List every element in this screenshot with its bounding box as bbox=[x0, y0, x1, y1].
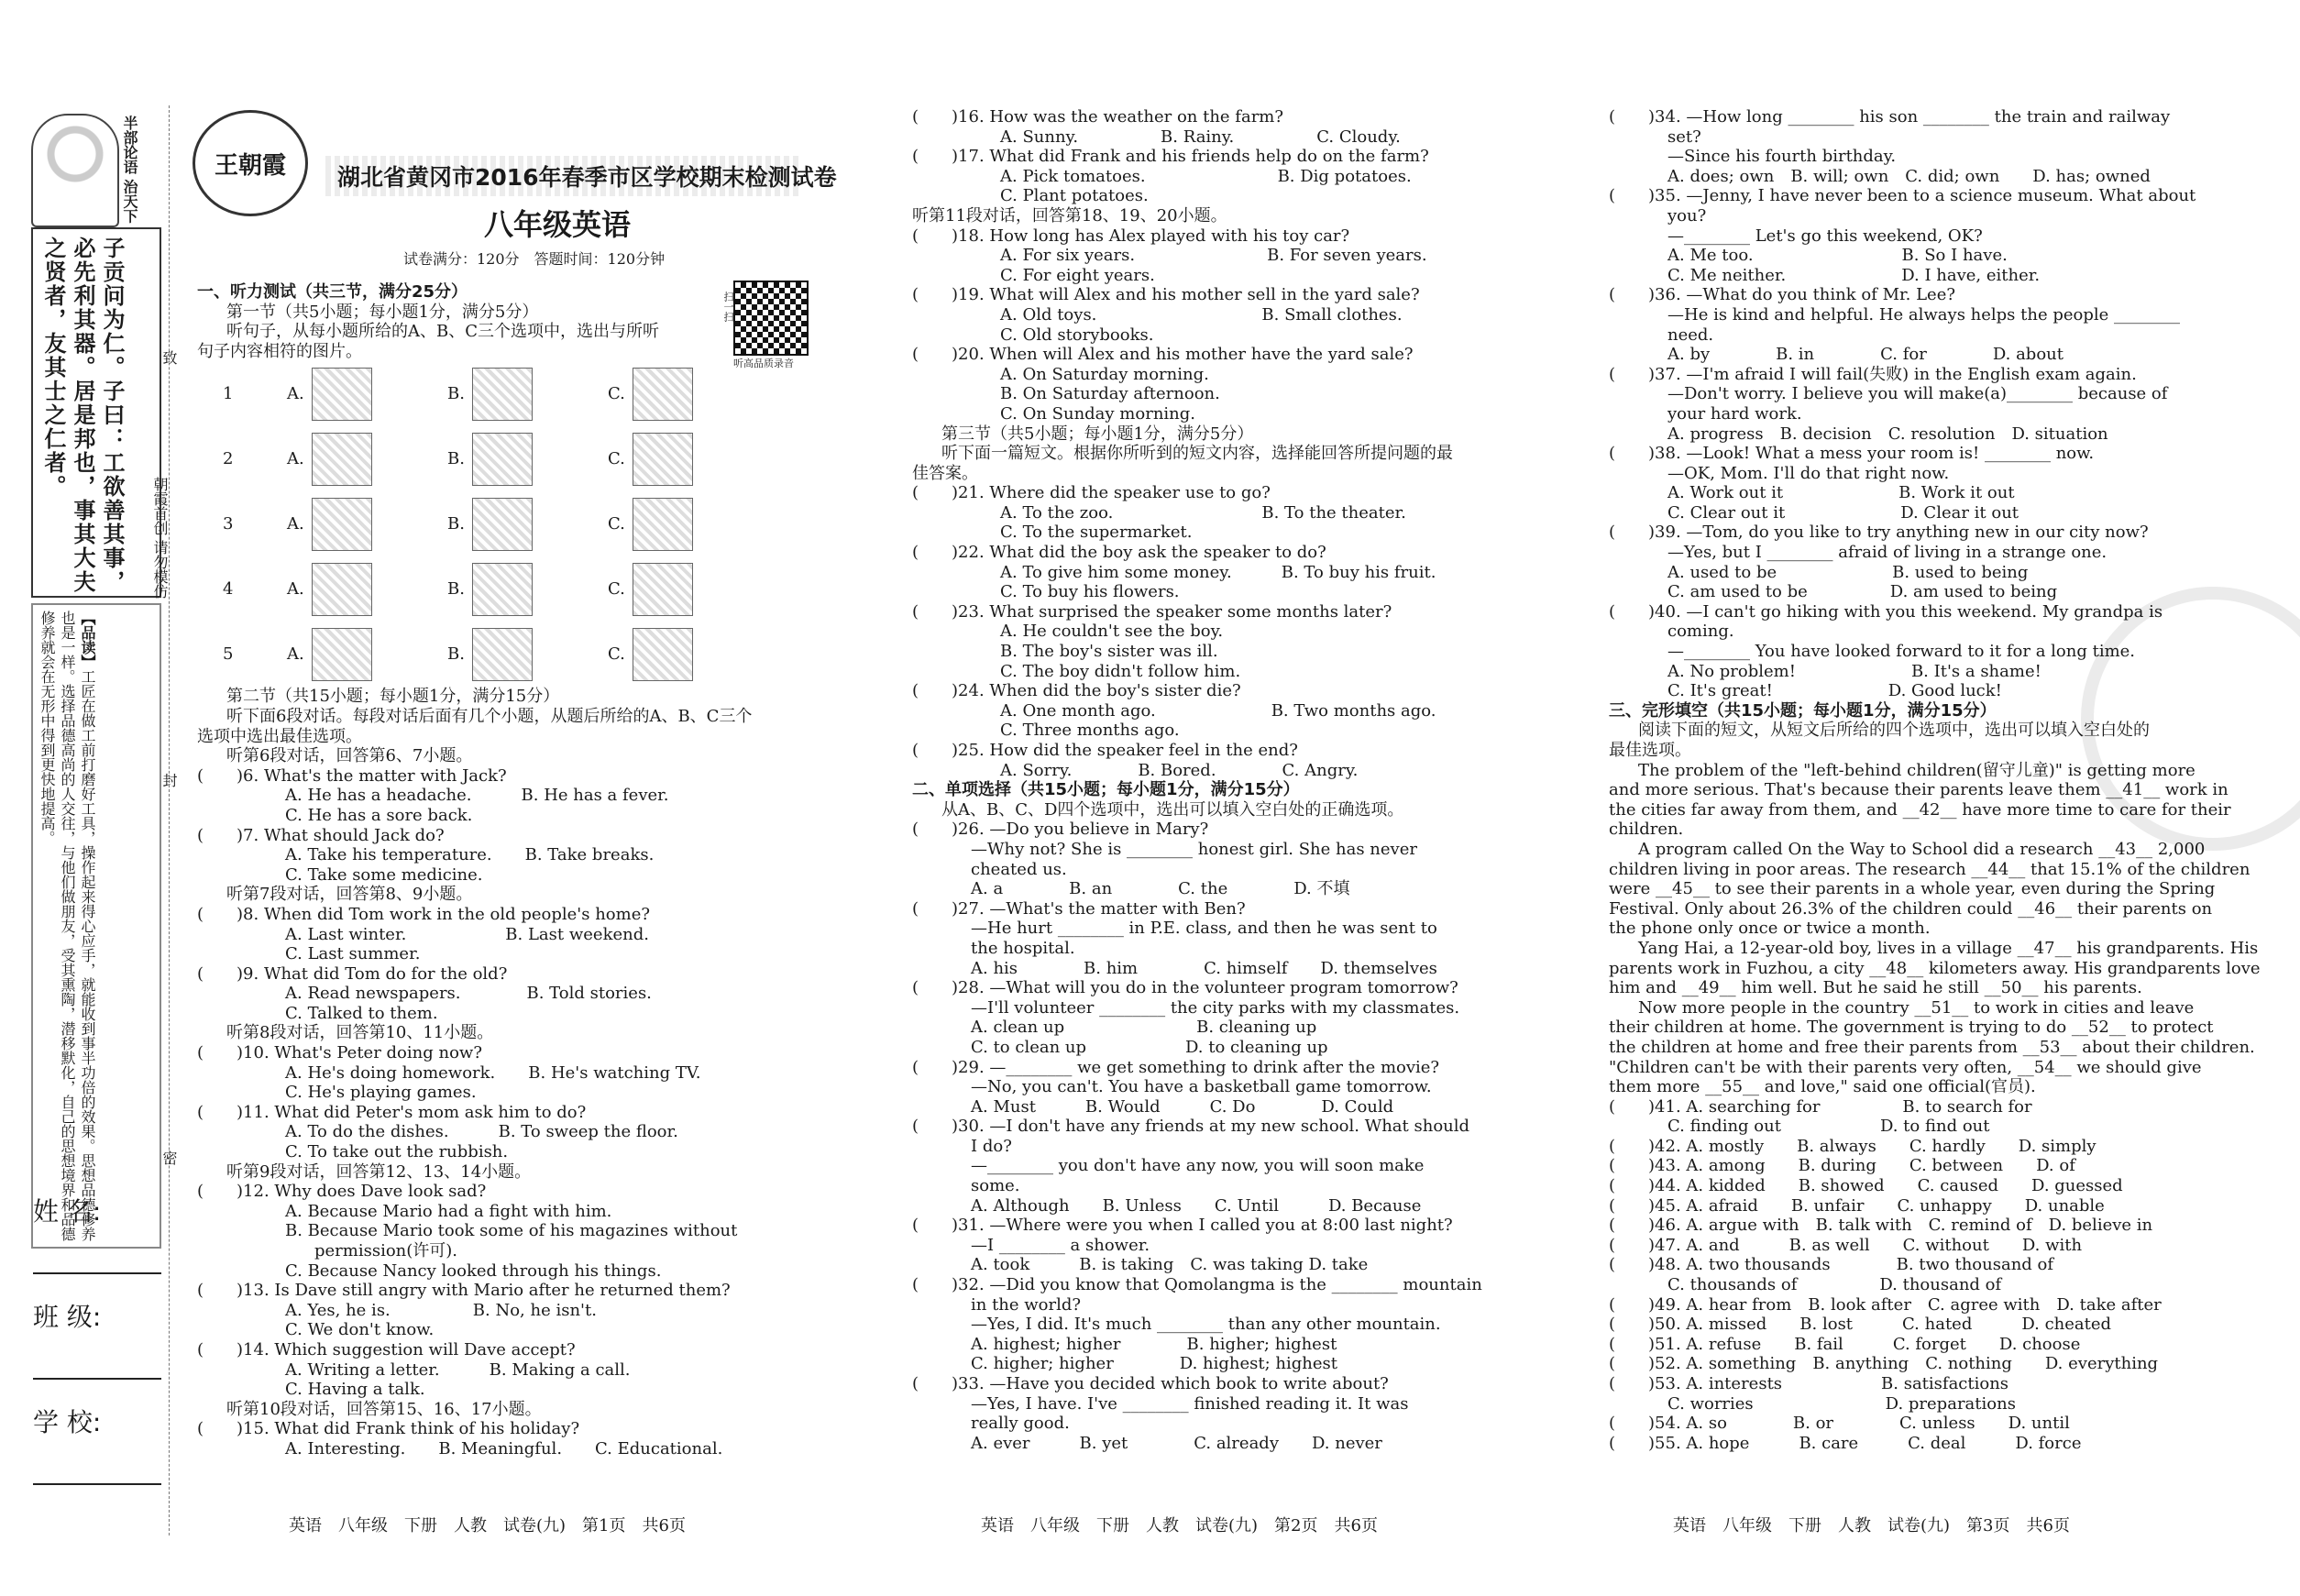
text-line: —Don't worry. I believe you will make(a)________ because of bbox=[1667, 384, 2168, 404]
text-line: B. On Saturday afternoon. bbox=[1000, 384, 1220, 404]
page3-footer: 英语 八年级 下册 人教 试卷(九) 第3页 共6页 bbox=[1673, 1516, 2070, 1535]
option-letter: C. bbox=[608, 449, 625, 469]
text-line: C. Old storybooks. bbox=[1000, 325, 1154, 345]
text-line: C. Me neither. D. I have, either. bbox=[1667, 265, 2041, 285]
option-letter: B. bbox=[447, 579, 465, 600]
option-picture bbox=[472, 368, 533, 421]
text-line: really good. bbox=[971, 1414, 1070, 1434]
text-line: 听下面6段对话。每段对话后面有几个小题，从题后所给的A、B、C三个 bbox=[226, 706, 753, 726]
text-line: ( )24. When did the boy's sister die? bbox=[912, 681, 1241, 701]
text-line: 第一节（共5小题；每小题1分，满分5分） bbox=[226, 302, 539, 322]
text-line: ( )52. A. something B. anything C. nothing D. everything bbox=[1609, 1354, 2159, 1374]
text-line: A. On Saturday morning. bbox=[1000, 364, 1209, 384]
text-line: 第二节（共15小题；每小题1分，满分15分） bbox=[226, 687, 560, 707]
text-line: C. to clean up D. to cleaning up bbox=[971, 1037, 1328, 1057]
text-line: C. Because Nancy looked through his things. bbox=[285, 1260, 662, 1281]
text-line: A. No problem! B. It's a shame! bbox=[1667, 661, 2041, 681]
text-line: C. Clear out it D. Clear it out bbox=[1667, 502, 2019, 523]
text-line: ( )18. How long has Alex played with his toy car? bbox=[912, 226, 1350, 246]
text-line: B. Because Mario took some of his magazines without bbox=[285, 1221, 738, 1241]
text-line: 听第6段对话，回答第6、7小题。 bbox=[226, 746, 473, 766]
text-line: ( )29. —________ we get something to drink after the movie? bbox=[912, 1057, 1440, 1077]
text-line: ( )50. A. missed B. lost C. hated D. cheated bbox=[1609, 1315, 2112, 1335]
picture-option[interactable] bbox=[608, 628, 768, 681]
quote-text: 子贡问为仁。子曰：工欲善其事，必先利其器。居是邦也，事其大夫之贤者，友其士之仁者。 bbox=[40, 237, 126, 594]
picture-question-number: 5 bbox=[223, 644, 234, 665]
text-line: 听第11段对话，回答第18、19、20小题。 bbox=[912, 205, 1227, 226]
text-line: coming. bbox=[1667, 622, 1734, 642]
text-line: ( )47. A. and B. as well C. without D. with bbox=[1609, 1235, 2083, 1255]
option-letter: A. bbox=[287, 644, 304, 665]
text-line: ( )6. What's the matter with Jack? bbox=[197, 765, 507, 786]
page2-column bbox=[912, 107, 1499, 1453]
text-line: ( )41. A. searching for B. to search for bbox=[1609, 1096, 2032, 1117]
text-line: A. ever B. yet C. already D. never bbox=[971, 1433, 1382, 1453]
text-line: —________ You have looked forward to it for a long time. bbox=[1667, 642, 2136, 662]
class-label: 班 级: bbox=[33, 1302, 102, 1332]
text-line: A. took B. is taking C. was taking D. take bbox=[971, 1255, 1369, 1275]
text-line: A. For six years. B. For seven years. bbox=[1000, 246, 1427, 266]
option-picture bbox=[312, 628, 372, 681]
option-letter: B. bbox=[447, 384, 465, 404]
text-line: B. The boy's sister was ill. bbox=[1000, 642, 1218, 662]
picture-option[interactable] bbox=[287, 433, 447, 486]
option-picture bbox=[633, 433, 693, 486]
picture-question-number: 2 bbox=[223, 449, 234, 469]
text-line: A program called On the Way to School did a research __43__ 2,000 bbox=[1638, 839, 2206, 859]
text-line: children living in poor areas. The research __44__ that 15.1% of the children bbox=[1609, 859, 2250, 879]
text-line: —Since his fourth birthday. bbox=[1667, 147, 1897, 167]
picture-option[interactable] bbox=[447, 563, 608, 616]
text-line: —________ you don't have any now, you will soon make bbox=[971, 1156, 1425, 1176]
text-line: A. Sunny. B. Rainy. C. Cloudy. bbox=[1000, 127, 1401, 147]
text-line: ( )9. What did Tom do for the old? bbox=[197, 963, 508, 984]
option-picture bbox=[633, 498, 693, 551]
logo bbox=[193, 110, 308, 216]
text-line: 佳答案。 bbox=[912, 463, 978, 483]
text-line: Yang Hai, a 12-year-old boy, lives in a village __47__ his grandparents. His bbox=[1638, 938, 2259, 958]
option-picture bbox=[472, 563, 533, 616]
text-line: A. To give him some money. B. To buy his fruit. bbox=[1000, 562, 1436, 582]
option-letter: B. bbox=[447, 514, 465, 534]
text-line: ( )30. —I don't have any friends at my new school. What should bbox=[912, 1117, 1470, 1137]
option-letter: A. bbox=[287, 384, 304, 404]
text-line: A. clean up B. cleaning up bbox=[971, 1018, 1317, 1038]
text-line: 听第10段对话，回答第15、16、17小题。 bbox=[226, 1399, 542, 1419]
option-letter: C. bbox=[608, 579, 625, 600]
picture-option[interactable] bbox=[608, 368, 768, 421]
option-letter: A. bbox=[287, 449, 304, 469]
text-line: 最佳选项。 bbox=[1609, 741, 1691, 760]
text-line: 听句子，从每小题所给的A、B、C三个选项中，选出与所听 bbox=[226, 322, 659, 342]
text-line: ( )39. —Tom, do you like to try anything new in our city now? bbox=[1609, 523, 2149, 543]
text-line: C. higher; higher D. highest; highest bbox=[971, 1354, 1337, 1374]
pindu-box bbox=[31, 603, 161, 1249]
pindu-label: 【品读】 bbox=[79, 611, 96, 669]
picture-row bbox=[223, 622, 820, 687]
text-line: A. by B. in C. for D. about bbox=[1667, 345, 2063, 365]
page1-footer: 英语 八年级 下册 人教 试卷(九) 第1页 共6页 bbox=[289, 1516, 686, 1535]
text-line: A. Writing a letter. B. Making a call. bbox=[285, 1359, 631, 1380]
text-line: ( )53. A. interests B. satisfactions bbox=[1609, 1374, 2009, 1393]
picture-row bbox=[223, 426, 820, 491]
text-line: A. Old toys. B. Small clothes. bbox=[1000, 304, 1403, 325]
class-field[interactable] bbox=[33, 1370, 161, 1380]
text-line: C. On Sunday morning. bbox=[1000, 403, 1196, 424]
text-line: ( )55. A. hope B. care C. deal D. force bbox=[1609, 1433, 2082, 1453]
text-line: C. Three months ago. bbox=[1000, 721, 1180, 741]
text-line: him and __49__ him well. But he said he still __50__ his parents. bbox=[1609, 978, 2142, 998]
text-line: —He is kind and helpful. He always helps the people ________ bbox=[1667, 304, 2181, 325]
option-letter: B. bbox=[447, 449, 465, 469]
text-line: C. Plant potatoes. bbox=[1000, 186, 1149, 206]
text-line: the phone only once or twice a month. bbox=[1609, 919, 1931, 939]
text-line: "Children can't be with their parents very often, __54__ we should give bbox=[1609, 1057, 2202, 1077]
text-line: ( )34. —How long ________ his son ________ the train and railway bbox=[1609, 107, 2171, 127]
picture-row bbox=[223, 491, 820, 556]
text-line: ( )8. When did Tom work in the old people's home? bbox=[197, 904, 650, 924]
motto-small: 半部论语 治天下 bbox=[121, 116, 138, 224]
text-line: ( )23. What surprised the speaker some months later? bbox=[912, 601, 1392, 622]
text-line: ( )21. Where did the speaker use to go? bbox=[912, 483, 1271, 503]
text-line: ( )22. What did the boy ask the speaker to do? bbox=[912, 543, 1326, 563]
binding-line bbox=[169, 105, 170, 1535]
text-line: Now more people in the country __51__ to work in cities and leave bbox=[1638, 997, 2195, 1018]
picture-option[interactable] bbox=[447, 368, 608, 421]
text-line: C. To buy his flowers. bbox=[1000, 582, 1180, 602]
text-line: 听第7段对话，回答第8、9小题。 bbox=[226, 885, 473, 905]
text-line: —________ Let's go this weekend, OK? bbox=[1667, 226, 1983, 246]
picture-question-number: 4 bbox=[223, 579, 234, 600]
option-letter: C. bbox=[608, 384, 625, 404]
text-line: A. Me too. B. So I have. bbox=[1667, 246, 2008, 266]
text-line: ( )15. What did Frank think of his holiday? bbox=[197, 1419, 580, 1439]
text-line: A. used to be B. used to being bbox=[1667, 562, 2029, 582]
binding-note-1: 致 bbox=[160, 350, 178, 365]
text-line: —No, you can't. You have a basketball game tomorrow. bbox=[971, 1077, 1432, 1097]
text-line: 听下面一篇短文。根据你所听到的短文内容，选择能回答所提问题的最 bbox=[941, 444, 1453, 464]
text-line: ( )43. A. among B. during C. between D. of bbox=[1609, 1156, 2075, 1176]
text-line: 从A、B、C、D四个选项中，选出可以填入空白处的正确选项。 bbox=[941, 799, 1404, 820]
text-line: ( )17. What did Frank and his friends help do on the farm? bbox=[912, 147, 1429, 167]
text-line: ( )16. How was the weather on the farm? bbox=[912, 107, 1284, 127]
text-line: 句子内容相符的图片。 bbox=[197, 341, 362, 361]
student-info bbox=[33, 1192, 161, 1485]
text-line: A. He's doing homework. B. He's watching TV. bbox=[285, 1062, 701, 1083]
text-line: the cities far away from them, and __42__ have more time to care for their bbox=[1609, 799, 2231, 820]
text-line: permission(许可). bbox=[314, 1241, 458, 1260]
page1-column bbox=[197, 282, 820, 1459]
text-line: 听第8段对话，回答第10、11小题。 bbox=[226, 1023, 494, 1043]
text-line: —Yes, I did. It's much ________ than any other mountain. bbox=[971, 1315, 1441, 1335]
text-line: ( )38. —Look! What a mess your room is! ________ now. bbox=[1609, 444, 2095, 464]
exam-info: 试卷满分：120分 答题时间：120分钟 bbox=[403, 250, 666, 268]
picture-option[interactable] bbox=[447, 498, 608, 551]
school-field[interactable] bbox=[33, 1476, 161, 1485]
text-line: ( )48. A. two thousands B. two thousand of bbox=[1609, 1255, 2054, 1275]
picture-option[interactable] bbox=[608, 498, 768, 551]
text-line: ( )51. A. refuse B. fail C. forget D. choose bbox=[1609, 1334, 2081, 1354]
section-heading: 一、听力测试（共三节，满分25分） bbox=[197, 282, 468, 302]
picture-row bbox=[223, 361, 820, 426]
text-line: A. highest; higher B. higher; highest bbox=[971, 1334, 1337, 1354]
text-line: ( )32. —Did you know that Qomolangma is the ________ mountain bbox=[912, 1275, 1482, 1295]
text-line: ( )20. When will Alex and his mother have the yard sale? bbox=[912, 345, 1414, 365]
text-line: —Yes, but I ________ afraid of living in a strange one. bbox=[1667, 543, 2107, 563]
option-picture bbox=[472, 498, 533, 551]
text-line: —OK, Mom. I'll do that right now. bbox=[1667, 463, 1950, 483]
text-line: set? bbox=[1667, 127, 1701, 147]
quote-box bbox=[31, 227, 161, 598]
text-line: A. He couldn't see the boy. bbox=[1000, 622, 1224, 642]
text-line: A. Because Mario had a fight with him. bbox=[285, 1201, 612, 1221]
text-line: ( )7. What should Jack do? bbox=[197, 825, 445, 845]
text-line: A. He has a headache. B. He has a fever. bbox=[285, 786, 669, 806]
text-line: C. Last summer. bbox=[285, 944, 421, 964]
name-label: 姓 名: bbox=[33, 1196, 102, 1227]
binding-note-3: 封 bbox=[160, 773, 178, 787]
text-line: C. To take out the rubbish. bbox=[285, 1142, 509, 1162]
text-line: A. a B. an C. the D. 不填 bbox=[971, 879, 1350, 899]
text-line: ( )10. What's Peter doing now? bbox=[197, 1043, 482, 1063]
text-line: ( )12. Why does Dave look sad? bbox=[197, 1182, 487, 1202]
text-line: some. bbox=[971, 1176, 1020, 1196]
text-line: A. Read newspapers. B. Told stories. bbox=[285, 984, 652, 1004]
option-picture bbox=[312, 368, 372, 421]
text-line: ( )35. —Jenny, I have never been to a science museum. What about bbox=[1609, 186, 2196, 206]
text-line: were __45__ to see their parents in a whole year, even during the Spring bbox=[1609, 879, 2216, 899]
text-line: —He hurt ________ in P.E. class, and then he was sent to bbox=[971, 919, 1437, 939]
text-line: ( )42. A. mostly B. always C. hardly D. simply bbox=[1609, 1136, 2096, 1156]
text-line: I do? bbox=[971, 1136, 1012, 1156]
text-line: them more __55__ and love," said one official(官员). bbox=[1609, 1077, 2036, 1097]
text-line: ( )11. What did Peter's mom ask him to do? bbox=[197, 1102, 587, 1122]
picture-question-number: 1 bbox=[223, 384, 234, 404]
pindu-text: 工匠在做工前打磨好工具，操作起来得心应手，就能收到事半功倍的效果。思想品德修养也是一样。选择品德高尚的人交往，与他们做朋友，受其熏陶，潜移默化，自己的思想境界和品德修养就会在无形中得到更快地提高。 bbox=[39, 611, 96, 1241]
text-line: —I ________ a shower. bbox=[971, 1235, 1150, 1255]
text-line: C. The boy didn't follow him. bbox=[1000, 661, 1241, 681]
text-line: Festival. Only about 26.3% of the children could __46__ their parents on bbox=[1609, 898, 2213, 919]
text-line: ( )46. A. argue with B. talk with C. remind of D. believe in bbox=[1609, 1216, 2153, 1236]
picture-option[interactable] bbox=[608, 433, 768, 486]
picture-option[interactable] bbox=[287, 628, 447, 681]
cartoon-figure bbox=[31, 114, 119, 227]
text-line: ( )27. —What's the matter with Ben? bbox=[912, 898, 1246, 919]
option-picture bbox=[633, 628, 693, 681]
text-line: ( )14. Which suggestion will Dave accept? bbox=[197, 1339, 576, 1359]
binding-note-2: 朝霞首创 请勿模仿 bbox=[151, 477, 169, 600]
page2-footer: 英语 八年级 下册 人教 试卷(九) 第2页 共6页 bbox=[981, 1516, 1378, 1535]
text-line: —Why not? She is ________ honest girl. She has never bbox=[971, 839, 1417, 859]
qr-caption-1: 扫一扫 bbox=[722, 292, 734, 322]
text-line: ( )31. —Where were you when I called you at 8:00 last night? bbox=[912, 1216, 1453, 1236]
text-line: The problem of the "left-behind children(留守儿童)" is getting more bbox=[1638, 760, 2195, 780]
option-picture bbox=[312, 498, 372, 551]
option-letter: A. bbox=[287, 579, 304, 600]
exam-title: 湖北省黄冈市2016年春季市区学校期末检测试卷 bbox=[337, 164, 837, 191]
text-line: ( )45. A. afraid B. unfair C. unhappy D. unable bbox=[1609, 1195, 2105, 1216]
text-line: the hospital. bbox=[971, 938, 1075, 958]
text-line: 选项中选出最佳选项。 bbox=[197, 726, 362, 746]
text-line: C. Having a talk. bbox=[285, 1380, 425, 1400]
text-line: ( )54. A. so B. or C. unless D. until bbox=[1609, 1414, 2070, 1434]
text-line: the children at home and free their parents from __53__ about their children. bbox=[1609, 1037, 2255, 1057]
picture-question-number: 3 bbox=[223, 514, 234, 534]
picture-option[interactable] bbox=[287, 563, 447, 616]
school-label: 学 校: bbox=[33, 1407, 102, 1437]
text-line: C. To the supermarket. bbox=[1000, 523, 1193, 543]
option-picture bbox=[472, 628, 533, 681]
text-line: A. Interesting. B. Meaningful. C. Educational. bbox=[285, 1438, 723, 1458]
picture-option[interactable] bbox=[447, 628, 608, 681]
text-line: ( )37. —I'm afraid I will fail(失败) in the English exam again. bbox=[1609, 364, 2137, 384]
text-line: ( )49. A. hear from B. look after C. agree with D. take after bbox=[1609, 1294, 2162, 1315]
option-letter: A. bbox=[287, 514, 304, 534]
text-line: 阅读下面的短文，从短文后所给的四个选项中，选出可以填入空白处的 bbox=[1638, 721, 2150, 741]
text-line: C. He has a sore back. bbox=[285, 805, 473, 825]
text-line: in the world? bbox=[971, 1294, 1082, 1315]
text-line: A. Although B. Unless C. Until D. Because bbox=[971, 1195, 1422, 1216]
text-line: children. bbox=[1609, 820, 1684, 840]
text-line: ( )28. —What will you do in the volunteer program tomorrow? bbox=[912, 978, 1458, 998]
option-picture bbox=[633, 368, 693, 421]
section-heading: 二、单项选择（共15小题；每小题1分，满分15分） bbox=[912, 780, 1300, 800]
text-line: A. To the zoo. B. To the theater. bbox=[1000, 502, 1406, 523]
option-letter: B. bbox=[447, 644, 465, 665]
name-field[interactable] bbox=[33, 1265, 161, 1274]
option-picture bbox=[472, 433, 533, 486]
text-line: ( )25. How did the speaker feel in the end? bbox=[912, 741, 1298, 760]
text-line: C. finding out D. to find out bbox=[1667, 1117, 1990, 1137]
text-line: parents work in Fuzhou, a city __48__ kilometers away. His grandparents love bbox=[1609, 958, 2261, 978]
text-line: A. To do the dishes. B. To sweep the floor. bbox=[285, 1122, 678, 1142]
logo-text: 王朝霞 bbox=[214, 151, 286, 180]
text-line: C. He's playing games. bbox=[285, 1083, 477, 1103]
text-line: ( )44. A. kidded B. showed C. caused D. guessed bbox=[1609, 1176, 2123, 1196]
qr-caption-2: 听高品质录音 bbox=[733, 358, 794, 369]
text-line: C. thousands of D. thousand of bbox=[1667, 1275, 2002, 1295]
text-line: ( )33. —Have you decided which book to write about? bbox=[912, 1374, 1389, 1393]
text-line: A. Pick tomatoes. B. Dig potatoes. bbox=[1000, 166, 1412, 186]
text-line: C. am used to be D. am used to being bbox=[1667, 582, 2058, 602]
text-line: A. Yes, he is. B. No, he isn't. bbox=[285, 1300, 597, 1320]
option-picture bbox=[633, 563, 693, 616]
text-line: ( )19. What will Alex and his mother sell in the yard sale? bbox=[912, 285, 1420, 305]
text-line: ( )36. —What do you think of Mr. Lee? bbox=[1609, 285, 1956, 305]
text-line: A. Must B. Would C. Do D. Could bbox=[971, 1096, 1394, 1117]
binding-note-4: 密 bbox=[160, 1150, 178, 1165]
text-line: ( )13. Is Dave still angry with Mario after he returned them? bbox=[197, 1281, 731, 1301]
text-line: C. For eight years. bbox=[1000, 265, 1155, 285]
text-line: A. Take his temperature. B. Take breaks. bbox=[285, 845, 655, 865]
text-line: and more serious. That's because their parents leave them __41__ work in bbox=[1609, 780, 2228, 800]
text-line: —Yes, I have. I've ________ finished reading it. It was bbox=[971, 1393, 1409, 1414]
text-line: your hard work. bbox=[1667, 403, 1802, 424]
option-letter: C. bbox=[608, 644, 625, 665]
text-line: A. Work out it B. Work it out bbox=[1667, 483, 2015, 503]
text-line: A. progress B. decision C. resolution D. situation bbox=[1667, 424, 2108, 444]
text-line: A. One month ago. B. Two months ago. bbox=[1000, 700, 1436, 721]
text-line: A. his B. him C. himself D. themselves bbox=[971, 958, 1437, 978]
text-line: you? bbox=[1667, 205, 1707, 226]
text-line: need. bbox=[1667, 325, 1714, 345]
text-line: C. It's great! D. Good luck! bbox=[1667, 681, 2002, 701]
option-letter: C. bbox=[608, 514, 625, 534]
text-line: C. Take some medicine. bbox=[285, 864, 483, 885]
section-heading: 三、完形填空（共15小题；每小题1分，满分15分） bbox=[1609, 700, 1997, 721]
option-picture bbox=[312, 563, 372, 616]
text-line: C. We don't know. bbox=[285, 1320, 435, 1340]
picture-option[interactable] bbox=[447, 433, 608, 486]
subject-title: 八年级英语 bbox=[484, 207, 632, 242]
text-line: C. worries D. preparations bbox=[1667, 1393, 2016, 1414]
text-line: ( )40. —I can't go hiking with you this weekend. My grandpa is bbox=[1609, 601, 2163, 622]
picture-option[interactable] bbox=[608, 563, 768, 616]
text-line: C. Talked to them. bbox=[285, 1003, 438, 1023]
text-line: A. Sorry. B. Bored. C. Angry. bbox=[1000, 760, 1359, 780]
option-picture bbox=[312, 433, 372, 486]
text-line: A. Last winter. B. Last weekend. bbox=[285, 924, 649, 944]
picture-option[interactable] bbox=[287, 498, 447, 551]
picture-option[interactable] bbox=[287, 368, 447, 421]
text-line: 听第9段对话，回答第12、13、14小题。 bbox=[226, 1161, 532, 1182]
text-line: 第三节（共5小题；每小题1分，满分5分） bbox=[941, 424, 1254, 444]
text-line: ( )26. —Do you believe in Mary? bbox=[912, 820, 1209, 840]
text-line: A. does; own B. will; own C. did; own D. has; owned bbox=[1667, 166, 2151, 186]
text-line: —I'll volunteer ________ the city parks with my classmates. bbox=[971, 997, 1460, 1018]
picture-row bbox=[223, 556, 820, 622]
text-line: their children at home. The government is trying to do __52__ to protect bbox=[1609, 1018, 2214, 1038]
text-line: cheated us. bbox=[971, 859, 1067, 879]
